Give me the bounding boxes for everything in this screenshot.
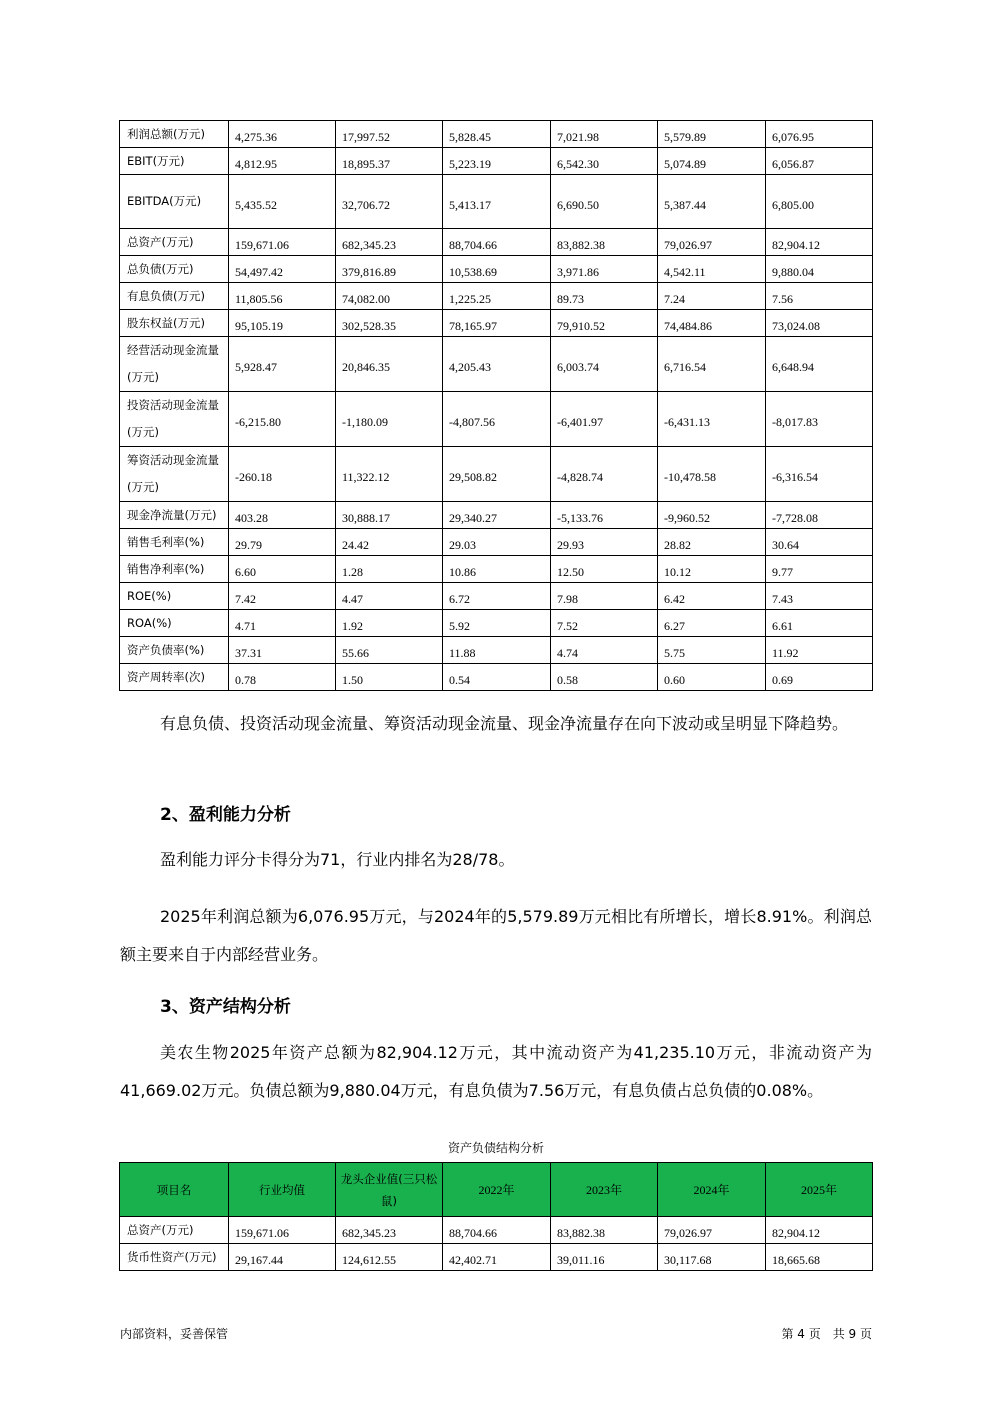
row-label: 利润总额(万元) [120,121,229,148]
table-cell: 5,828.45 [443,121,551,148]
table-cell: 29,508.82 [443,447,551,502]
table-cell: 39,011.16 [551,1244,658,1271]
row-label: 总负债(万元) [120,256,229,283]
table-cell: -260.18 [229,447,336,502]
table-cell: 4,542.11 [658,256,766,283]
table-cell: 6,805.00 [766,175,873,229]
table-cell: 5,387.44 [658,175,766,229]
table-row [120,229,873,256]
table-row [120,337,873,392]
row-label: ROE(%) [120,583,229,610]
row-label: 股东权益(万元) [120,310,229,337]
table-cell: 7.42 [229,583,336,610]
row-label: 货币性资产(万元) [120,1244,229,1271]
row-label: 经营活动现金流量(万元) [120,337,229,392]
table-cell: 79,026.97 [658,1217,766,1244]
table-cell: 6,690.50 [551,175,658,229]
score-paragraph: 盈利能力评分卡得分为71，行业内排名为28/78。 [160,850,515,869]
table-cell: 0.60 [658,664,766,691]
table-cell: 5,579.89 [658,121,766,148]
table-cell: 5,435.52 [229,175,336,229]
column-header: 2023年 [551,1163,658,1217]
table-row [120,1217,873,1244]
table-cell: 0.78 [229,664,336,691]
table-cell: 83,882.38 [551,1217,658,1244]
section-2-heading: 2、盈利能力分析 [160,805,291,825]
table-cell: 1.28 [336,556,443,583]
table-cell: 0.69 [766,664,873,691]
row-label: 销售净利率(%) [120,556,229,583]
table-cell: 55.66 [336,637,443,664]
table-cell: 82,904.12 [766,1217,873,1244]
table-cell: 78,165.97 [443,310,551,337]
financial-indicators-table [119,120,873,691]
table-cell: 0.54 [443,664,551,691]
row-label: 筹资活动现金流量(万元) [120,447,229,502]
table-cell: 73,024.08 [766,310,873,337]
table-row [120,556,873,583]
table-row [120,1244,873,1271]
table-cell: 4,812.95 [229,148,336,175]
footer-confidential-note: 内部资料，妥善保管 [120,1327,229,1341]
table-cell: 30,888.17 [336,502,443,529]
table-cell: 6,542.30 [551,148,658,175]
asset-liability-structure-table [119,1162,873,1271]
table-cell: 6,003.74 [551,337,658,392]
table-cell: 18,895.37 [336,148,443,175]
row-label: 资产周转率(次) [120,664,229,691]
table-cell: 11,322.12 [336,447,443,502]
table-cell: 30,117.68 [658,1244,766,1271]
table-cell: 29,167.44 [229,1244,336,1271]
table-cell: 11.88 [443,637,551,664]
table-cell: -6,401.97 [551,392,658,447]
table-row [120,121,873,148]
table-cell: 17,997.52 [336,121,443,148]
table-cell: -8,017.83 [766,392,873,447]
column-header: 龙头企业值(三只松鼠) [336,1163,443,1217]
table-cell: -7,728.08 [766,502,873,529]
table-row [120,502,873,529]
table-cell: 30.64 [766,529,873,556]
column-header: 2025年 [766,1163,873,1217]
table-cell: 32,706.72 [336,175,443,229]
table-cell: 682,345.23 [336,1217,443,1244]
header-row [120,1163,873,1217]
table-cell: 1,225.25 [443,283,551,310]
table-cell: -9,960.52 [658,502,766,529]
table-row [120,583,873,610]
table-cell: -1,180.09 [336,392,443,447]
table-cell: 159,671.06 [229,1217,336,1244]
table-cell: -6,431.13 [658,392,766,447]
row-label: EBIT(万元) [120,148,229,175]
table-cell: 124,612.55 [336,1244,443,1271]
row-label: 有息负债(万元) [120,283,229,310]
table-cell: 5.75 [658,637,766,664]
table-cell: 11,805.56 [229,283,336,310]
table-row [120,529,873,556]
table-cell: 7.98 [551,583,658,610]
assets-paragraph: 美农生物2025年资产总额为82,904.12万元，其中流动资产为41,235.10万元，非流动资产为41,669.02万元。负债总额为9,880.04万元，有息负债为7.56万元，有息负债占总负债的0.08%。 [120,1043,872,1100]
row-label: EBITDA(万元) [120,175,229,229]
table-cell: -4,828.74 [551,447,658,502]
table-cell: 7.43 [766,583,873,610]
table-cell: 1.50 [336,664,443,691]
table-cell: 18,665.68 [766,1244,873,1271]
table-cell: 79,026.97 [658,229,766,256]
column-header: 行业均值 [229,1163,336,1217]
table-cell: 6.60 [229,556,336,583]
table-cell: 24.42 [336,529,443,556]
table-cell: 95,105.19 [229,310,336,337]
row-label: 总资产(万元) [120,1217,229,1244]
table-cell: 42,402.71 [443,1244,551,1271]
footer-page-number: 第 4 页 共 9 页 [781,1327,872,1341]
row-label: 投资活动现金流量(万元) [120,392,229,447]
table-cell: 9,880.04 [766,256,873,283]
table-cell: -6,215.80 [229,392,336,447]
table-row [120,637,873,664]
table-cell: 29.93 [551,529,658,556]
table-cell: 403.28 [229,502,336,529]
table-cell: 6,076.95 [766,121,873,148]
table-cell: 302,528.35 [336,310,443,337]
table-cell: 28.82 [658,529,766,556]
table-cell: 79,910.52 [551,310,658,337]
table-cell: 29,340.27 [443,502,551,529]
trend-paragraph: 有息负债、投资活动现金流量、筹资活动现金流量、现金净流量存在向下波动或呈明显下降趋势。 [160,714,849,733]
table-cell: -5,133.76 [551,502,658,529]
row-label: 销售毛利率(%) [120,529,229,556]
table-cell: 5,074.89 [658,148,766,175]
table-cell: 74,484.86 [658,310,766,337]
table-cell: 12.50 [551,556,658,583]
table-row [120,664,873,691]
table-caption: 资产负债结构分析 [447,1141,544,1155]
table-cell: 82,904.12 [766,229,873,256]
profit-paragraph: 2025年利润总额为6,076.95万元，与2024年的5,579.89万元相比有所增长，增长8.91%。利润总额主要来自于内部经营业务。 [120,907,872,964]
table-cell: 6.72 [443,583,551,610]
column-header: 2024年 [658,1163,766,1217]
table-cell: 88,704.66 [443,1217,551,1244]
table-cell: 6.27 [658,610,766,637]
table-cell: 6,648.94 [766,337,873,392]
table-cell: 5,223.19 [443,148,551,175]
table-cell: 83,882.38 [551,229,658,256]
table-cell: -10,478.58 [658,447,766,502]
table-cell: 7,021.98 [551,121,658,148]
table-cell: 10.12 [658,556,766,583]
table-cell: -6,316.54 [766,447,873,502]
table-cell: 3,971.86 [551,256,658,283]
column-header: 2022年 [443,1163,551,1217]
table-cell: -4,807.56 [443,392,551,447]
table-row [120,175,873,229]
table-cell: 11.92 [766,637,873,664]
table-cell: 89.73 [551,283,658,310]
row-label: 资产负债率(%) [120,637,229,664]
table-row [120,283,873,310]
row-label: 现金净流量(万元) [120,502,229,529]
table-cell: 88,704.66 [443,229,551,256]
row-label: ROA(%) [120,610,229,637]
table-row [120,310,873,337]
table-cell: 37.31 [229,637,336,664]
table-cell: 6,716.54 [658,337,766,392]
table-cell: 0.58 [551,664,658,691]
row-label: 总资产(万元) [120,229,229,256]
table-cell: 6,056.87 [766,148,873,175]
table-row [120,256,873,283]
table-cell: 4.71 [229,610,336,637]
section-3-heading: 3、资产结构分析 [160,997,291,1017]
table-cell: 54,497.42 [229,256,336,283]
table-cell: 379,816.89 [336,256,443,283]
table-cell: 29.79 [229,529,336,556]
table-cell: 10.86 [443,556,551,583]
table-cell: 29.03 [443,529,551,556]
table-cell: 10,538.69 [443,256,551,283]
table-cell: 6.61 [766,610,873,637]
table-row [120,148,873,175]
table-cell: 1.92 [336,610,443,637]
table-cell: 4,275.36 [229,121,336,148]
table-cell: 5,928.47 [229,337,336,392]
table-cell: 4,205.43 [443,337,551,392]
table-cell: 7.52 [551,610,658,637]
table-cell: 7.56 [766,283,873,310]
table-cell: 9.77 [766,556,873,583]
table-cell: 5,413.17 [443,175,551,229]
table-cell: 4.74 [551,637,658,664]
table-cell: 74,082.00 [336,283,443,310]
table-cell: 7.24 [658,283,766,310]
table-cell: 6.42 [658,583,766,610]
table-cell: 159,671.06 [229,229,336,256]
table-row [120,447,873,502]
table-cell: 682,345.23 [336,229,443,256]
table-row [120,392,873,447]
table-cell: 4.47 [336,583,443,610]
table-row [120,610,873,637]
column-header: 项目名 [120,1163,229,1217]
table-cell: 20,846.35 [336,337,443,392]
table-cell: 5.92 [443,610,551,637]
